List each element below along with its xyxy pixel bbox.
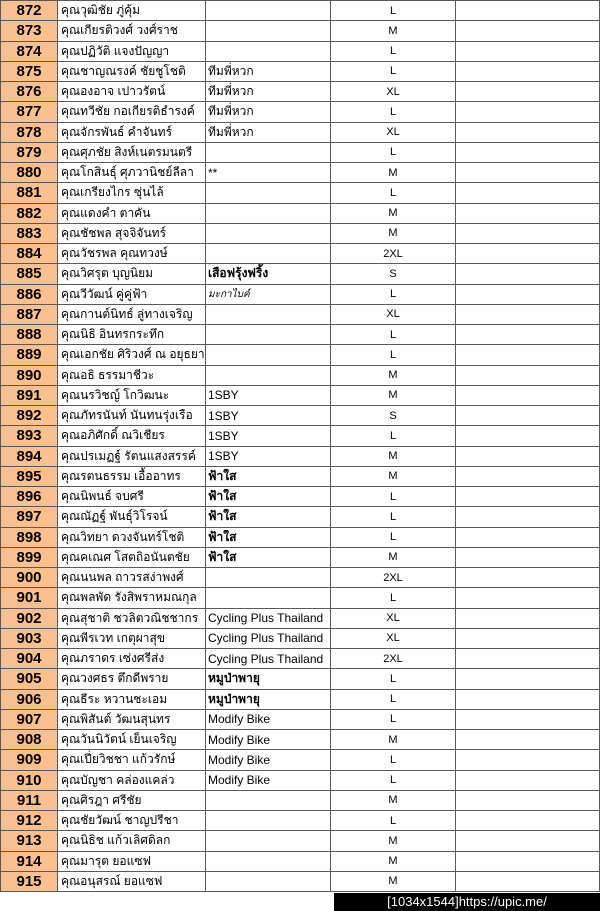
team-cell[interactable]: Modify Bike <box>206 730 331 750</box>
notes-cell[interactable] <box>456 345 600 365</box>
size-cell[interactable]: L <box>331 325 456 345</box>
name-cell[interactable]: คุณทวีชัย กอเกียรติธำรงค์ <box>58 102 206 122</box>
team-cell[interactable]: หมูป่าพายุ <box>206 669 331 689</box>
notes-cell[interactable] <box>456 406 600 426</box>
row-number-cell[interactable]: 891 <box>1 385 58 405</box>
notes-cell[interactable] <box>456 851 600 871</box>
name-cell[interactable]: คุณเปี่ยวิชชา แก้วรักษ์ <box>58 750 206 770</box>
name-cell[interactable]: คุณนิธิช แก้วเลิศดิลก <box>58 831 206 851</box>
name-cell[interactable]: คุณภัทรนันท์ นันทนรุ่งเรือ <box>58 406 206 426</box>
row-number-cell[interactable]: 885 <box>1 264 58 284</box>
row-number-cell[interactable]: 914 <box>1 851 58 871</box>
row-number-cell[interactable]: 893 <box>1 426 58 446</box>
size-cell[interactable]: L <box>331 487 456 507</box>
name-cell[interactable]: คุณเกียรติวงศ์ วงศ์ราช <box>58 21 206 41</box>
notes-cell[interactable] <box>456 487 600 507</box>
notes-cell[interactable] <box>456 608 600 628</box>
notes-cell[interactable] <box>456 61 600 81</box>
notes-cell[interactable] <box>456 770 600 790</box>
team-cell[interactable]: Cycling Plus Thailand <box>206 649 331 669</box>
name-cell[interactable]: คุณเอกชัย ศิริวงศ์ ณ อยุธยา <box>58 345 206 365</box>
size-cell[interactable]: L <box>331 345 456 365</box>
table-row <box>1 1 600 21</box>
name-cell[interactable]: คุณองอาจ เปาวรัตน์ <box>58 82 206 102</box>
team-cell[interactable]: ฟ้าใส <box>206 547 331 567</box>
name-cell[interactable]: คุณพีรเวท เกตุผาสุข <box>58 628 206 648</box>
notes-cell[interactable] <box>456 142 600 162</box>
name-cell[interactable]: คุณภราดร เซ่งศรีส่ง <box>58 649 206 669</box>
name-cell[interactable]: คุณนรวิชญ์ โกวิฒนะ <box>58 385 206 405</box>
size-cell[interactable]: L <box>331 709 456 729</box>
table-row <box>1 487 600 507</box>
table-row <box>1 365 600 385</box>
notes-cell[interactable] <box>456 831 600 851</box>
size-cell[interactable]: L <box>331 61 456 81</box>
row-number-cell[interactable]: 884 <box>1 244 58 264</box>
table-row <box>1 345 600 365</box>
size-cell[interactable]: M <box>331 223 456 243</box>
name-cell[interactable]: คุณคเณศ โสตถิอนันตชัย <box>58 547 206 567</box>
row-number-cell[interactable]: 889 <box>1 345 58 365</box>
row-number-cell[interactable]: 907 <box>1 709 58 729</box>
name-cell[interactable]: คุณศุภชัย สิงห์เนตรมนตรี <box>58 142 206 162</box>
row-number-cell[interactable]: 902 <box>1 608 58 628</box>
name-cell[interactable]: คุณจักรพันธ์ คำจันทร์ <box>58 122 206 142</box>
table-row <box>1 689 600 709</box>
size-cell[interactable]: XL <box>331 628 456 648</box>
row-number-cell[interactable]: 905 <box>1 669 58 689</box>
table-row <box>1 628 600 648</box>
notes-cell[interactable] <box>456 709 600 729</box>
row-number-cell[interactable]: 906 <box>1 689 58 709</box>
table-row <box>1 446 600 466</box>
row-number-cell[interactable]: 874 <box>1 41 58 61</box>
table-row <box>1 871 600 891</box>
table-row <box>1 183 600 203</box>
team-cell[interactable] <box>206 811 331 831</box>
size-cell[interactable]: M <box>331 21 456 41</box>
row-number-cell[interactable]: 909 <box>1 750 58 770</box>
name-cell[interactable]: คุณกานต์นิทธ์ ลู่ทางเจริญ <box>58 304 206 324</box>
name-cell[interactable]: คุณศิรฎา ศรีชัย <box>58 790 206 810</box>
name-cell[interactable]: คุณพลพัด รังสิพราหมณกุล <box>58 588 206 608</box>
notes-cell[interactable] <box>456 1 600 21</box>
name-cell[interactable]: คุณนนพล ถาวรสง่าพงศ์ <box>58 568 206 588</box>
size-cell[interactable]: L <box>331 689 456 709</box>
team-cell[interactable]: ฟ้าใส <box>206 466 331 486</box>
row-number-cell[interactable]: 897 <box>1 507 58 527</box>
name-cell[interactable]: คุณนิพนธ์ จบศรี <box>58 487 206 507</box>
row-number-cell[interactable]: 878 <box>1 122 58 142</box>
row-number-cell[interactable]: 900 <box>1 568 58 588</box>
size-cell[interactable]: M <box>331 790 456 810</box>
size-cell[interactable]: M <box>331 730 456 750</box>
name-cell[interactable]: คุณวัชรพล คุณทวงษ์ <box>58 244 206 264</box>
table-row <box>1 730 600 750</box>
size-cell[interactable]: L <box>331 142 456 162</box>
notes-cell[interactable] <box>456 588 600 608</box>
name-cell[interactable]: คุณวิศรุต บุญนิยม <box>58 264 206 284</box>
notes-cell[interactable] <box>456 304 600 324</box>
team-cell[interactable]: หมูป่าพายุ <box>206 689 331 709</box>
team-cell[interactable]: ฟ้าใส <box>206 527 331 547</box>
size-cell[interactable]: L <box>331 183 456 203</box>
table-row <box>1 750 600 770</box>
notes-cell[interactable] <box>456 466 600 486</box>
table-row <box>1 790 600 810</box>
size-cell[interactable]: M <box>331 547 456 567</box>
size-cell[interactable]: M <box>331 831 456 851</box>
notes-cell[interactable] <box>456 871 600 891</box>
row-number-cell[interactable]: 873 <box>1 21 58 41</box>
team-cell[interactable]: 1SBY <box>206 446 331 466</box>
notes-cell[interactable] <box>456 568 600 588</box>
table-row <box>1 507 600 527</box>
size-cell[interactable]: XL <box>331 122 456 142</box>
row-number-cell[interactable]: 899 <box>1 547 58 567</box>
table-row <box>1 244 600 264</box>
row-number-cell[interactable]: 895 <box>1 466 58 486</box>
row-number-cell[interactable]: 911 <box>1 790 58 810</box>
size-cell[interactable]: L <box>331 41 456 61</box>
size-cell[interactable]: L <box>331 588 456 608</box>
table-row <box>1 41 600 61</box>
name-cell[interactable]: คุณชาญณรงค์ ชัยชูโชติ <box>58 61 206 81</box>
name-cell[interactable]: คุณณัฏฐ์ พันธุ์วิโรจน์ <box>58 507 206 527</box>
table-row <box>1 385 600 405</box>
row-number-cell[interactable]: 908 <box>1 730 58 750</box>
team-cell[interactable] <box>206 183 331 203</box>
row-number-cell[interactable]: 890 <box>1 365 58 385</box>
size-cell[interactable]: M <box>331 851 456 871</box>
name-cell[interactable]: คุณวีวัฒน์ คู่คู่ฟ้า <box>58 284 206 304</box>
size-cell[interactable]: M <box>331 365 456 385</box>
notes-cell[interactable] <box>456 811 600 831</box>
size-cell[interactable]: L <box>331 770 456 790</box>
row-number-cell[interactable]: 883 <box>1 223 58 243</box>
size-cell[interactable]: M <box>331 871 456 891</box>
notes-cell[interactable] <box>456 244 600 264</box>
notes-cell[interactable] <box>456 122 600 142</box>
table-row <box>1 669 600 689</box>
notes-cell[interactable] <box>456 264 600 284</box>
name-cell[interactable]: คุณชัชพล สุจจิจันทร์ <box>58 223 206 243</box>
size-cell[interactable]: L <box>331 284 456 304</box>
size-cell[interactable]: M <box>331 446 456 466</box>
row-number-cell[interactable]: 877 <box>1 102 58 122</box>
name-cell[interactable]: คุณบัญชา คล่องแคล่ว <box>58 770 206 790</box>
team-cell[interactable] <box>206 568 331 588</box>
team-cell[interactable]: 1SBY <box>206 385 331 405</box>
notes-cell[interactable] <box>456 669 600 689</box>
row-number-cell[interactable]: 912 <box>1 811 58 831</box>
name-cell[interactable]: คุณชัยวัฒน์ ชาญปรีชา <box>58 811 206 831</box>
notes-cell[interactable] <box>456 426 600 446</box>
table-row <box>1 709 600 729</box>
table-row <box>1 811 600 831</box>
notes-cell[interactable] <box>456 507 600 527</box>
name-cell[interactable]: คุณนิธิ อินทรกระทึก <box>58 325 206 345</box>
table-row <box>1 21 600 41</box>
team-cell[interactable] <box>206 203 331 223</box>
row-number-cell[interactable]: 901 <box>1 588 58 608</box>
row-number-cell[interactable]: 903 <box>1 628 58 648</box>
team-cell[interactable] <box>206 790 331 810</box>
size-cell[interactable]: L <box>331 426 456 446</box>
row-number-cell[interactable]: 881 <box>1 183 58 203</box>
team-cell[interactable] <box>206 142 331 162</box>
notes-cell[interactable] <box>456 325 600 345</box>
table-row <box>1 406 600 426</box>
team-cell[interactable]: Cycling Plus Thailand <box>206 628 331 648</box>
name-cell[interactable]: คุณมารุต ยอแซฟ <box>58 851 206 871</box>
row-number-cell[interactable]: 882 <box>1 203 58 223</box>
name-cell[interactable]: คุณเกรียงไกร ซุ่นไล้ <box>58 183 206 203</box>
size-cell[interactable]: 2XL <box>331 568 456 588</box>
size-cell[interactable]: L <box>331 527 456 547</box>
size-cell[interactable]: XL <box>331 304 456 324</box>
row-number-cell[interactable]: 879 <box>1 142 58 162</box>
team-cell[interactable]: 1SBY <box>206 426 331 446</box>
team-cell[interactable] <box>206 223 331 243</box>
notes-cell[interactable] <box>456 446 600 466</box>
table-row <box>1 851 600 871</box>
notes-cell[interactable] <box>456 82 600 102</box>
notes-cell[interactable] <box>456 385 600 405</box>
size-cell[interactable]: M <box>331 163 456 183</box>
notes-cell[interactable] <box>456 547 600 567</box>
size-cell[interactable]: 2XL <box>331 649 456 669</box>
row-number-cell[interactable]: 886 <box>1 284 58 304</box>
team-cell[interactable]: Modify Bike <box>206 750 331 770</box>
team-cell[interactable] <box>206 1 331 21</box>
table-row <box>1 527 600 547</box>
row-number-cell[interactable]: 875 <box>1 61 58 81</box>
notes-cell[interactable] <box>456 183 600 203</box>
team-cell[interactable]: ทีมพี่หวก <box>206 82 331 102</box>
name-cell[interactable]: คุณวุฒิชัย ภู่คุ้ม <box>58 1 206 21</box>
name-cell[interactable]: คุณอภิศักดิ์ ณวิเชียร <box>58 426 206 446</box>
team-cell[interactable]: ทีมพี่หวก <box>206 122 331 142</box>
table-row <box>1 588 600 608</box>
notes-cell[interactable] <box>456 284 600 304</box>
team-cell[interactable]: Cycling Plus Thailand <box>206 608 331 628</box>
name-cell[interactable]: คุณอนุสรณ์ ยอแซฟ <box>58 871 206 891</box>
size-cell[interactable]: 2XL <box>331 244 456 264</box>
name-cell[interactable]: คุณสุชาติ ชวลิตวณิชชากร <box>58 608 206 628</box>
notes-cell[interactable] <box>456 41 600 61</box>
team-cell[interactable] <box>206 325 331 345</box>
table-row <box>1 466 600 486</box>
name-cell[interactable]: คุณธีระ หวานชะเอม <box>58 689 206 709</box>
row-number-cell[interactable]: 872 <box>1 1 58 21</box>
size-cell[interactable]: XL <box>331 608 456 628</box>
team-cell[interactable]: มะกาไบค์ <box>206 284 331 304</box>
notes-cell[interactable] <box>456 790 600 810</box>
notes-cell[interactable] <box>456 750 600 770</box>
table-row <box>1 82 600 102</box>
table-row <box>1 122 600 142</box>
notes-cell[interactable] <box>456 163 600 183</box>
size-cell[interactable]: L <box>331 669 456 689</box>
table-row <box>1 649 600 669</box>
notes-cell[interactable] <box>456 21 600 41</box>
notes-cell[interactable] <box>456 102 600 122</box>
notes-cell[interactable] <box>456 527 600 547</box>
team-cell[interactable]: ทีมพี่หวก <box>206 102 331 122</box>
row-number-cell[interactable]: 915 <box>1 871 58 891</box>
table-row <box>1 223 600 243</box>
size-cell[interactable]: M <box>331 385 456 405</box>
team-cell[interactable]: ฟ้าใส <box>206 487 331 507</box>
table-row <box>1 568 600 588</box>
table-row <box>1 203 600 223</box>
size-cell[interactable]: L <box>331 1 456 21</box>
name-cell[interactable]: คุณวิทยา ดวงจันทร์โชติ <box>58 527 206 547</box>
name-cell[interactable]: คุณวงศธร ตึกดีพราย <box>58 669 206 689</box>
name-cell[interactable]: คุณวันนิวัตน์ เย็นเจริญ <box>58 730 206 750</box>
team-cell[interactable] <box>206 304 331 324</box>
team-cell[interactable]: 1SBY <box>206 406 331 426</box>
team-cell[interactable]: ฟ้าใส <box>206 507 331 527</box>
table-body <box>1 1 600 892</box>
team-cell[interactable] <box>206 21 331 41</box>
table-row <box>1 142 600 162</box>
upic-watermark: [1034x1544]https://upic.me/ <box>334 893 600 911</box>
table-row <box>1 426 600 446</box>
team-cell[interactable] <box>206 851 331 871</box>
team-cell[interactable]: Modify Bike <box>206 709 331 729</box>
table-row <box>1 770 600 790</box>
row-number-cell[interactable]: 880 <box>1 163 58 183</box>
row-number-cell[interactable]: 888 <box>1 325 58 345</box>
name-cell[interactable]: คุณโกสินธุ์ ศุภวานิชย์ลีลา <box>58 163 206 183</box>
notes-cell[interactable] <box>456 730 600 750</box>
row-number-cell[interactable]: 910 <box>1 770 58 790</box>
notes-cell[interactable] <box>456 689 600 709</box>
size-cell[interactable]: L <box>331 102 456 122</box>
row-number-cell[interactable]: 904 <box>1 649 58 669</box>
name-cell[interactable]: คุณอธิ ธรรมาชีวะ <box>58 365 206 385</box>
team-cell[interactable]: Modify Bike <box>206 770 331 790</box>
notes-cell[interactable] <box>456 203 600 223</box>
name-cell[interactable]: คุณปรเมฏฐ์ รัตนแสงสรรค์ <box>58 446 206 466</box>
table-row <box>1 304 600 324</box>
table-row <box>1 831 600 851</box>
team-cell[interactable]: ** <box>206 163 331 183</box>
table-row <box>1 102 600 122</box>
team-cell[interactable] <box>206 831 331 851</box>
size-cell[interactable]: M <box>331 203 456 223</box>
row-number-cell[interactable]: 898 <box>1 527 58 547</box>
size-cell[interactable]: XL <box>331 82 456 102</box>
team-cell[interactable] <box>206 588 331 608</box>
team-cell[interactable]: ทีมพี่หวก <box>206 61 331 81</box>
row-number-cell[interactable]: 913 <box>1 831 58 851</box>
table-row <box>1 61 600 81</box>
notes-cell[interactable] <box>456 628 600 648</box>
notes-cell[interactable] <box>456 223 600 243</box>
size-cell[interactable]: L <box>331 811 456 831</box>
team-cell[interactable] <box>206 871 331 891</box>
size-cell[interactable]: M <box>331 466 456 486</box>
notes-cell[interactable] <box>456 365 600 385</box>
row-number-cell[interactable]: 876 <box>1 82 58 102</box>
table-row <box>1 547 600 567</box>
table-row <box>1 284 600 304</box>
team-cell[interactable] <box>206 365 331 385</box>
size-cell[interactable]: L <box>331 507 456 527</box>
team-cell[interactable] <box>206 41 331 61</box>
notes-cell[interactable] <box>456 649 600 669</box>
table-row <box>1 325 600 345</box>
size-cell[interactable]: L <box>331 750 456 770</box>
table-row <box>1 264 600 284</box>
size-cell[interactable]: S <box>331 264 456 284</box>
team-cell[interactable]: เสือฟรุ้งฟริ้ง <box>206 264 331 284</box>
team-cell[interactable] <box>206 345 331 365</box>
name-cell[interactable]: คุณแดงคำ ตาคัน <box>58 203 206 223</box>
row-number-cell[interactable]: 887 <box>1 304 58 324</box>
size-cell[interactable]: S <box>331 406 456 426</box>
row-number-cell[interactable]: 896 <box>1 487 58 507</box>
table-row <box>1 163 600 183</box>
team-cell[interactable] <box>206 244 331 264</box>
row-number-cell[interactable]: 892 <box>1 406 58 426</box>
name-cell[interactable]: คุณปฏิวัติ แจงปัญญา <box>58 41 206 61</box>
name-cell[interactable]: คุณพิสันต์ วัฒนสุนทร <box>58 709 206 729</box>
table-row <box>1 608 600 628</box>
row-number-cell[interactable]: 894 <box>1 446 58 466</box>
name-cell[interactable]: คุณรตนธรรม เอื้ออาทร <box>58 466 206 486</box>
